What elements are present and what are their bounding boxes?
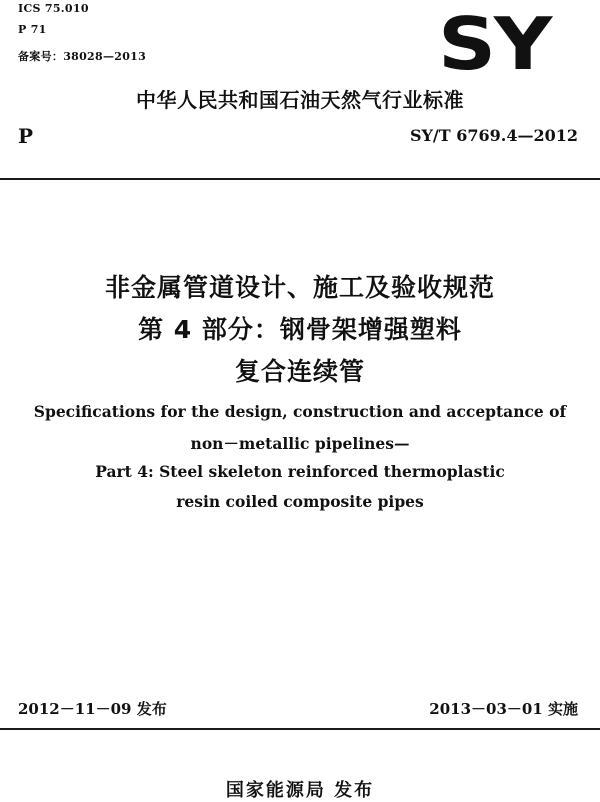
p-mark: P xyxy=(18,124,34,148)
footer-divider xyxy=(0,728,600,730)
title-cn-line3: 复合连续管 xyxy=(234,357,365,386)
industry-standard-title: 中华人民共和国石油天然气行业标准 xyxy=(136,88,464,112)
title-cn-line2: 第 4 部分：钢骨架增强塑料 xyxy=(138,315,462,344)
publish-date: 2012－11－09 发布 xyxy=(18,700,167,718)
effective-date: 2013－03－01 实施 xyxy=(429,700,578,718)
title-cn-line1: 非金属管道设计、施工及验收规范 xyxy=(104,273,495,302)
ics-code: ICS 75.010 xyxy=(18,2,89,15)
header-divider xyxy=(0,178,600,180)
title-en-line4: resin coiled composite pipes xyxy=(176,492,424,511)
classification-code: P 71 xyxy=(18,23,47,36)
title-en-line1: Specifications for the design, construction and acceptance of xyxy=(33,402,567,421)
title-en-line3: Part 4: Steel skeleton reinforced thermoplastic xyxy=(95,462,505,481)
issuer: 国家能源局 发布 xyxy=(225,780,375,801)
sy-logo: SY xyxy=(438,2,550,86)
filing-number: 备案号：38028—2013 xyxy=(18,50,147,63)
title-en-line2: non－metallic pipelines— xyxy=(190,434,410,453)
standard-number: SY/T 6769.4—2012 xyxy=(409,126,578,145)
